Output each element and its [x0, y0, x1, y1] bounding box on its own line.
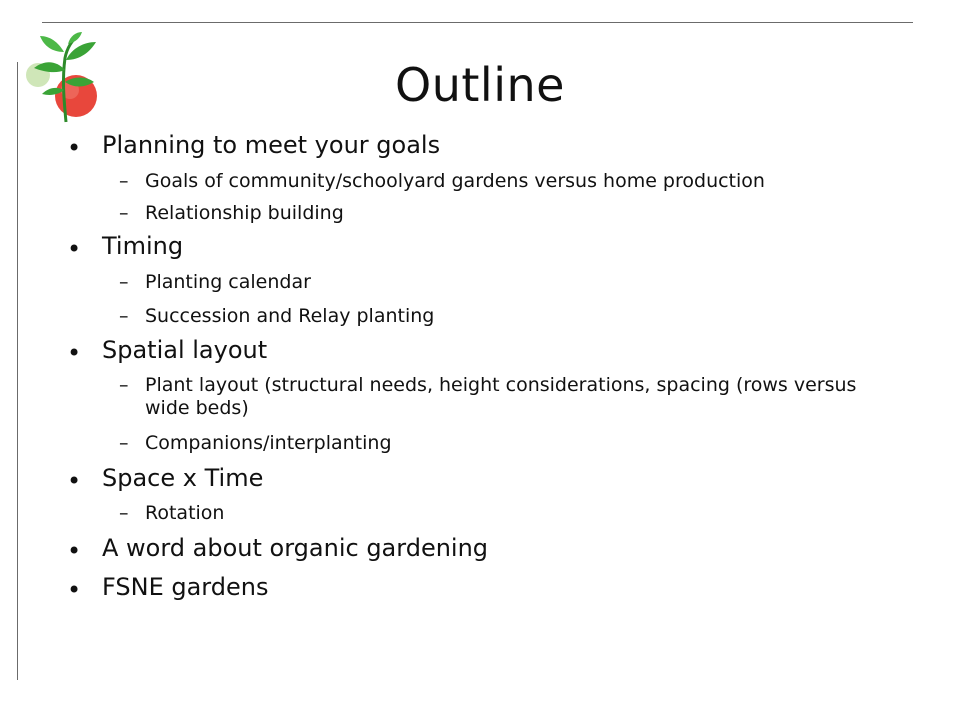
list-item: Planning to meet your goals: [102, 131, 441, 159]
list-item: FSNE gardens: [102, 573, 269, 601]
dash-marker: –: [119, 202, 129, 224]
list-item: Goals of community/schoolyard gardens versus home production: [145, 170, 765, 192]
bullet-marker: •: [67, 134, 82, 162]
bullet-marker: •: [67, 467, 82, 495]
list-item: Rotation: [145, 502, 225, 524]
bullet-marker: •: [67, 235, 82, 263]
list-item: Timing: [102, 232, 184, 260]
list-item: Planting calendar: [145, 271, 311, 293]
list-item: Succession and Relay planting: [145, 305, 435, 327]
bullet-marker: •: [67, 576, 82, 604]
dash-marker: –: [119, 374, 129, 396]
bullet-marker: •: [67, 537, 82, 565]
list-item: Spatial layout: [102, 336, 268, 364]
list-item: Plant layout (structural needs, height considerations, spacing (rows versus wide beds): [145, 374, 857, 419]
list-item: Companions/interplanting: [145, 432, 392, 454]
dash-marker: –: [119, 305, 129, 327]
dash-marker: –: [119, 170, 129, 192]
list-item: Space x Time: [102, 464, 264, 492]
list-item: A word about organic gardening: [102, 534, 489, 562]
bullet-marker: •: [67, 339, 82, 367]
dash-marker: –: [119, 271, 129, 293]
dash-marker: –: [119, 432, 129, 454]
list-item: Relationship building: [145, 202, 344, 224]
slide-title: Outline: [395, 58, 565, 112]
dash-marker: –: [119, 502, 129, 524]
